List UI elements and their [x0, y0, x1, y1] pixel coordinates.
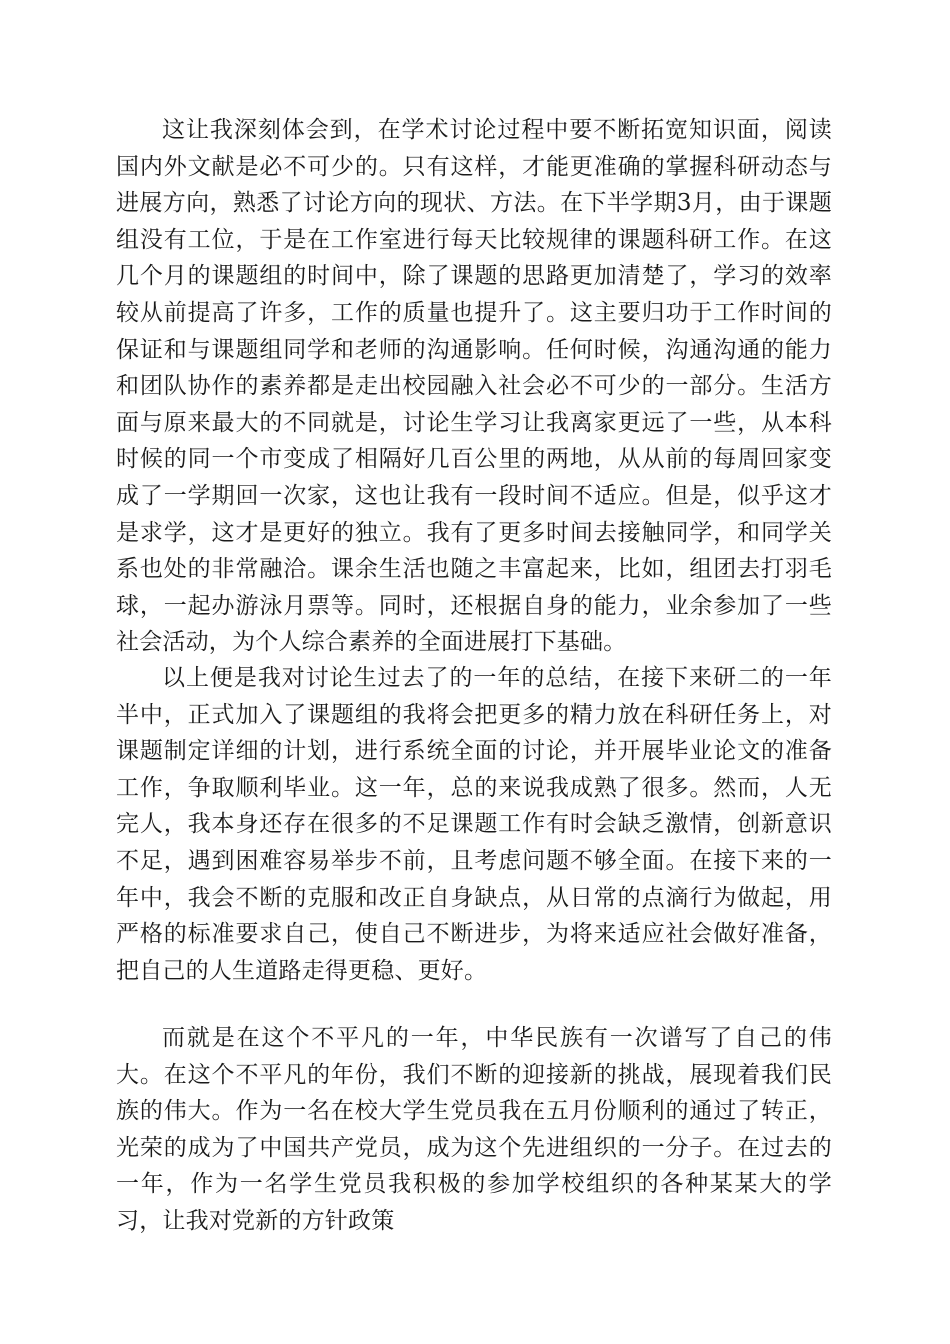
paragraph-year-summary: 以上便是我对讨论生过去了的一年的总结，在接下来研二的一年半中，正式加入了课题组的我将会把更多的精力放在科研任务上，对课题制定详细的计划，进行系统全面的讨论，并开展毕业论文的准备工作，争取顺利毕业。这一年，总的来说我成熟了很多。然而，人无完人，我本身还存在很多的不足课题工作有时会缺乏激情，创新意识不足，遇到困难容易举步不前，且考虑问题不够全面。在接下来的一年中，我会不断的克服和改正自身缺点，从日常的点滴行为做起，用严格的标准要求自己，使自己不断进步，为将来适应社会做好准备，把自己的人生道路走得更稳、更好。	[116, 665, 832, 984]
paragraph-research-experience: 这让我深刻体会到，在学术讨论过程中要不断拓宽知识面，阅读国内外文献是必不可少的。只有这样，才能更准确的掌握科研动态与进展方向，熟悉了讨论方向的现状、方法。在下半学期3月，由于课题组没有工位，于是在工作室进行每天比较规律的课题科研工作。在这几个月的课题组的时间中，除了课题的思路更加清楚了，学习的效率较从前提高了许多，工作的质量也提升了。这主要归功于工作时间的保证和与课题组同学和老师的沟通影响。任何时候，沟通沟通的能力和团队协作的素养都是走出校园融入社会必不可少的一部分。生活方面与原来最大的不同就是，讨论生学习让我离家更远了一些，从本科时候的同一个市变成了相隔好几百公里的两地，从从前的每周回家变成了一学期回一次家，这也让我有一段时间不适应。但是，似乎这才是求学，这才是更好的独立。我有了更多时间去接触同学，和同学关系也处的非常融洽。课余生活也随之丰富起来，比如，组团去打羽毛球，一起办游泳月票等。同时，还根据自身的能力，业余参加了一些社会活动，为个人综合素养的全面进展打下基础。	[116, 117, 832, 656]
paragraph-party-member: 而就是在这个不平凡的一年，中华民族有一次谱写了自己的伟大。在这个不平凡的年份，我们不断的迎接新的挑战，展现着我们民族的伟大。作为一名在校大学生党员我在五月份顺利的通过了转正，光荣的成为了中国共产党员，成为这个先进组织的一分子。在过去的一年，作为一名学生党员我积极的参加学校组织的各种某某大的学习，让我对党新的方针政策	[116, 1025, 832, 1234]
